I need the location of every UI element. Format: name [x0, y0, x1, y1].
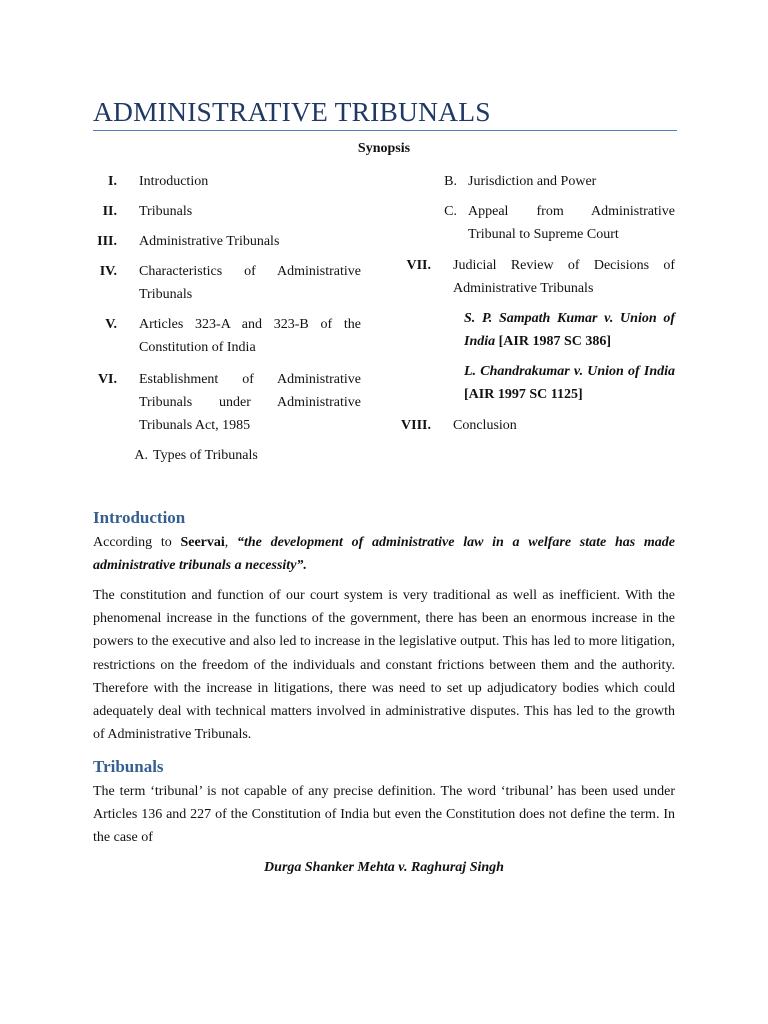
introduction-paragraph: The constitution and function of our court system is very traditional as well as inefficient. With the phenomenal increase in the functions of the government, there has been an enormous increase in the powers to the executive and also led to increase in the legislative output. This has led to more litigation, restrictions on the freedom of the individuals and constant frictions between them and the authority. Therefore with the increase in litigations, there was need to set up adjudicatory bodies which could adequately deal with technical matters involved in administrative disputes. This has led to the growth of Administrative Tribunals. — [93, 588, 675, 743]
toc-number: A. — [134, 448, 148, 463]
seervai-quote: “the development of administrative law in a welfare state has made administrative tribunals a necessity”. — [93, 535, 676, 574]
lead-comma: , — [224, 535, 237, 550]
case-citation: [AIR 1997 SC 1125] — [464, 387, 583, 402]
tribunals-heading: Tribunals — [93, 757, 164, 776]
toc-number: I. — [108, 174, 117, 189]
toc-text: Appeal from Administrative Tribunal to Supreme Court — [468, 204, 675, 242]
toc-number: VII. — [406, 258, 431, 273]
toc-number: VIII. — [401, 418, 431, 433]
case-name: S. P. Sampath Kumar v. Union of India — [464, 311, 675, 349]
toc-text: Tribunals — [139, 204, 193, 219]
toc-text: Administrative Tribunals — [139, 234, 280, 249]
toc-number: III. — [97, 234, 117, 249]
tribunals-paragraph: The term ‘tribunal’ is not capable of any precise definition. The word ‘tribunal’ has been used under Articles 136 and 227 of the Constitution of India but even the Constitution does not define the term. In the case of — [93, 784, 675, 846]
toc-text: Types of Tribunals — [153, 448, 258, 463]
toc-number: V. — [105, 317, 117, 332]
toc-number: C. — [444, 204, 457, 219]
case-reference-durga: Durga Shanker Mehta v. Raghuraj Singh — [264, 860, 504, 875]
case-reference — [464, 360, 675, 406]
toc-text: Conclusion — [453, 418, 517, 433]
page-title: ADMINISTRATIVE TRIBUNALS — [93, 96, 491, 127]
toc-text: Introduction — [139, 174, 209, 189]
lead-prefix: According to — [93, 535, 181, 550]
synopsis-heading: Synopsis — [357, 141, 411, 156]
lead-author: Seervai — [180, 535, 225, 550]
case-name: L. Chandrakumar v. Union of India — [464, 364, 675, 379]
toc-text: Characteristics of Administrative Tribunals — [139, 264, 361, 302]
introduction-lead — [93, 531, 675, 577]
introduction-heading: Introduction — [93, 508, 186, 527]
toc-text: Articles 323-A and 323-B of the Constitution of India — [139, 317, 361, 355]
title-underline — [93, 130, 677, 131]
case-reference — [464, 307, 675, 353]
toc-number: VI. — [97, 372, 117, 387]
toc-number: II. — [102, 204, 117, 219]
toc-text: Jurisdiction and Power — [468, 174, 597, 189]
toc-number: IV. — [99, 264, 117, 279]
toc-text: Judicial Review of Decisions of Administrative Tribunals — [453, 258, 675, 296]
case-citation: [AIR 1987 SC 386] — [498, 334, 612, 349]
toc-number: B. — [444, 174, 457, 189]
toc-text: Establishment of Administrative Tribunals under Administrative Tribunals Act, 1985 — [139, 372, 361, 433]
